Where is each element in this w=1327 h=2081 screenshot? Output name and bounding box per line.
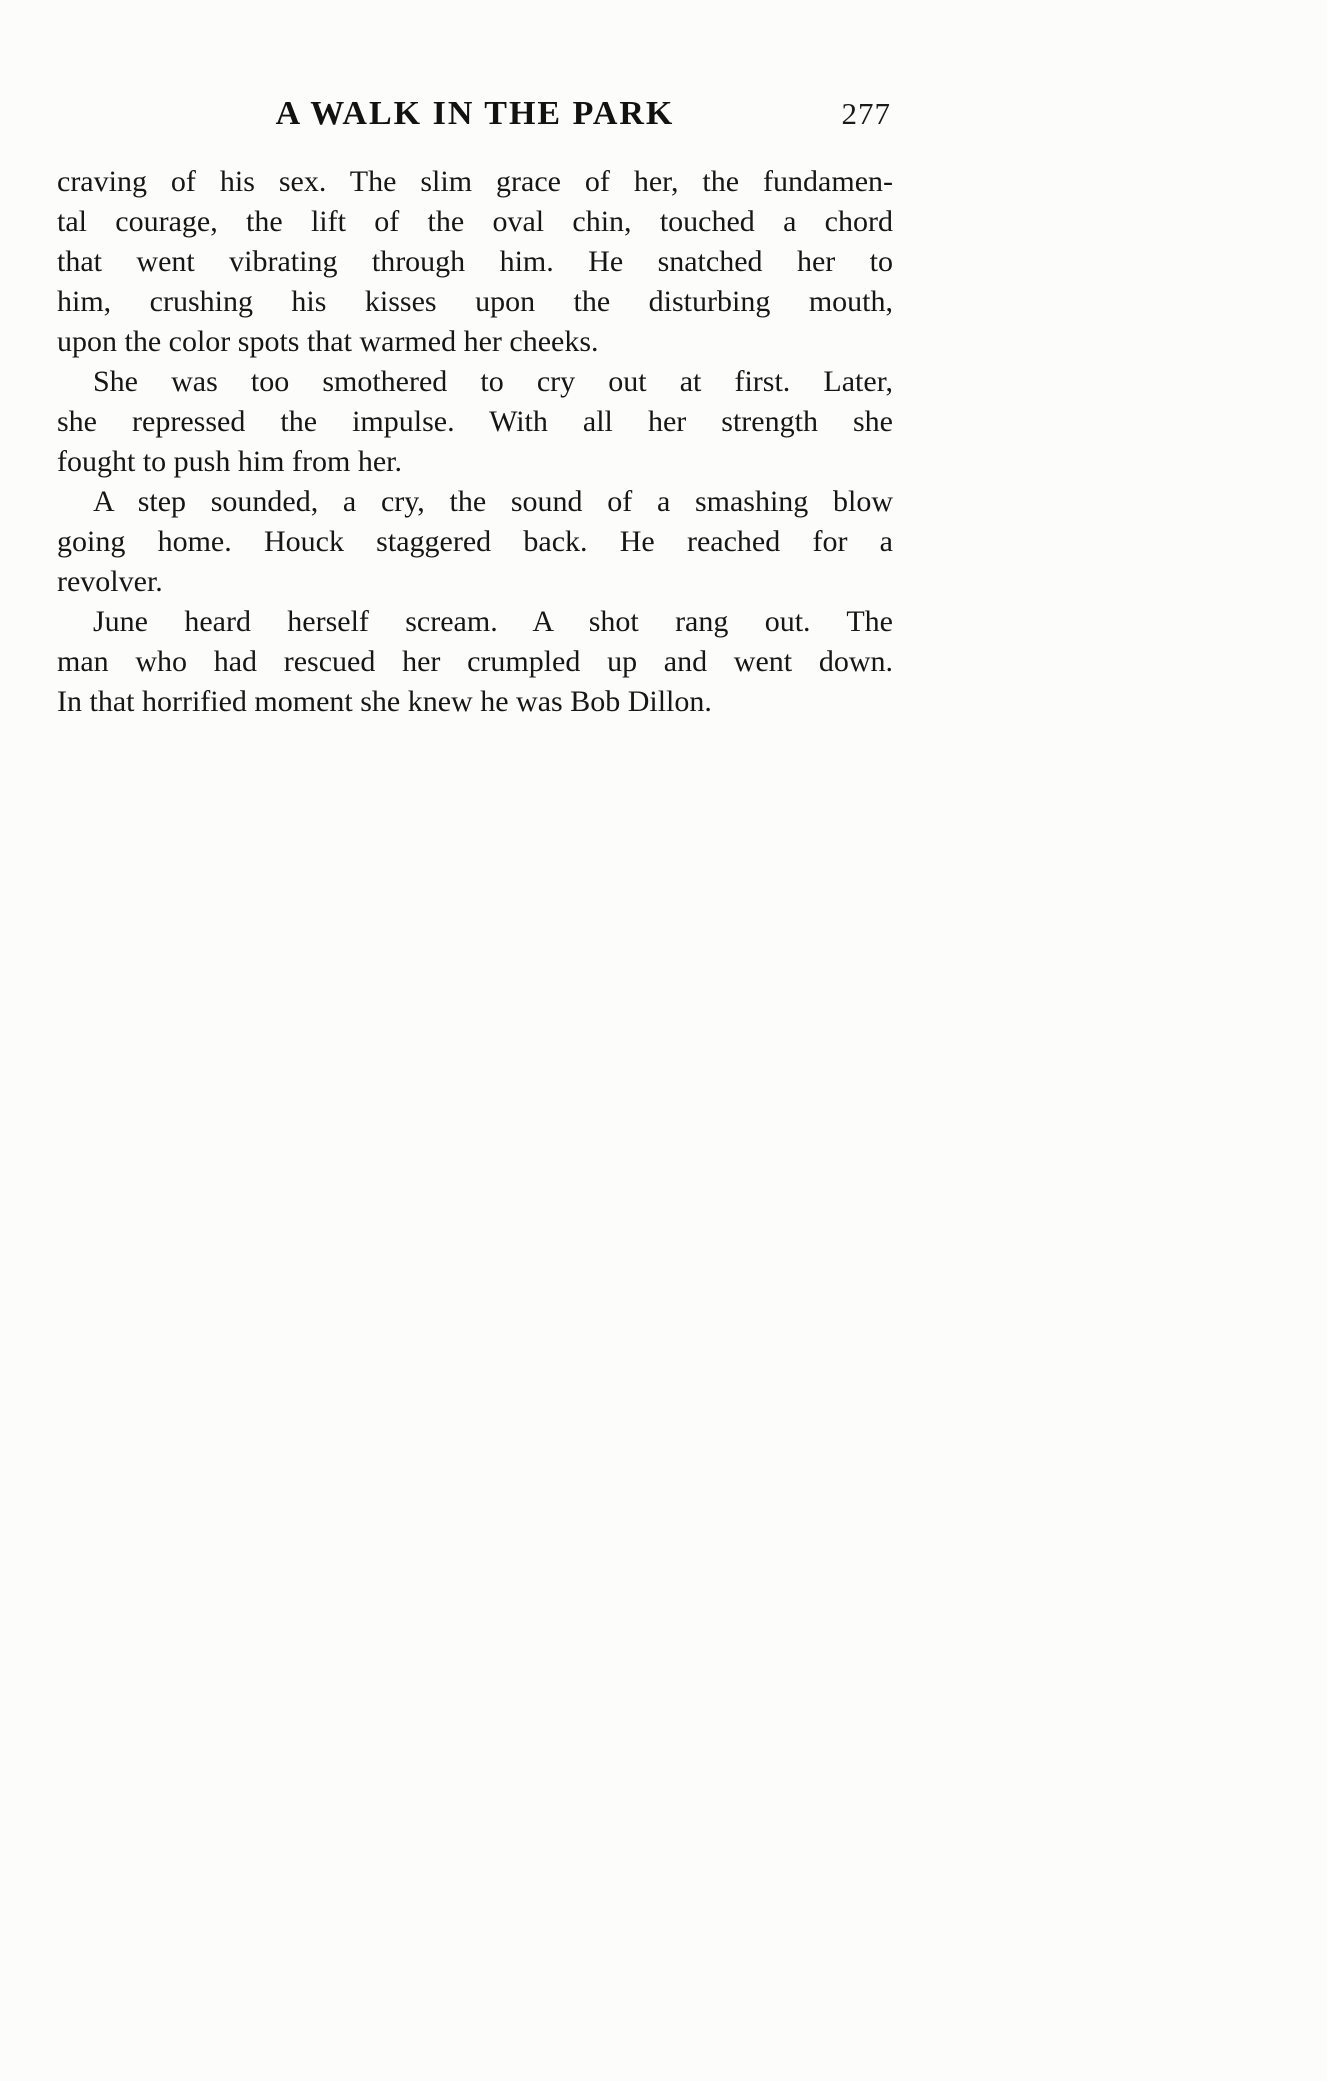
text-line: revolver.	[57, 565, 163, 598]
paragraph	[57, 482, 893, 602]
text-line: craving of his sex. The slim grace of her, the fundamen-	[57, 165, 893, 198]
paragraph	[57, 362, 893, 482]
page-header	[57, 92, 893, 136]
text-line: him, crushing his kisses upon the disturbing mouth,	[57, 285, 893, 318]
text-line: going home. Houck staggered back. He reached for a	[57, 525, 893, 558]
text-line: tal courage, the lift of the oval chin, touched a chord	[57, 205, 893, 238]
page-body	[57, 162, 893, 722]
text-line: she repressed the impulse. With all her strength she	[57, 405, 893, 438]
text-line: man who had rescued her crumpled up and went down.	[57, 645, 893, 678]
text-line: upon the color spots that warmed her cheeks.	[57, 325, 599, 358]
text-line: She was too smothered to cry out at first. Later,	[93, 365, 893, 398]
text-line: fought to push him from her.	[57, 445, 402, 478]
paragraph	[57, 162, 893, 362]
paragraph	[57, 602, 893, 722]
text-line: that went vibrating through him. He snatched her to	[57, 245, 893, 278]
text-line: June heard herself scream. A shot rang out. The	[93, 605, 893, 638]
running-title: A WALK IN THE PARK	[275, 95, 675, 132]
text-line: In that horrified moment she knew he was Bob Dillon.	[57, 685, 712, 718]
text-column	[57, 92, 893, 722]
page-number: 277	[841, 96, 891, 131]
text-line: A step sounded, a cry, the sound of a smashing blow	[93, 485, 893, 518]
